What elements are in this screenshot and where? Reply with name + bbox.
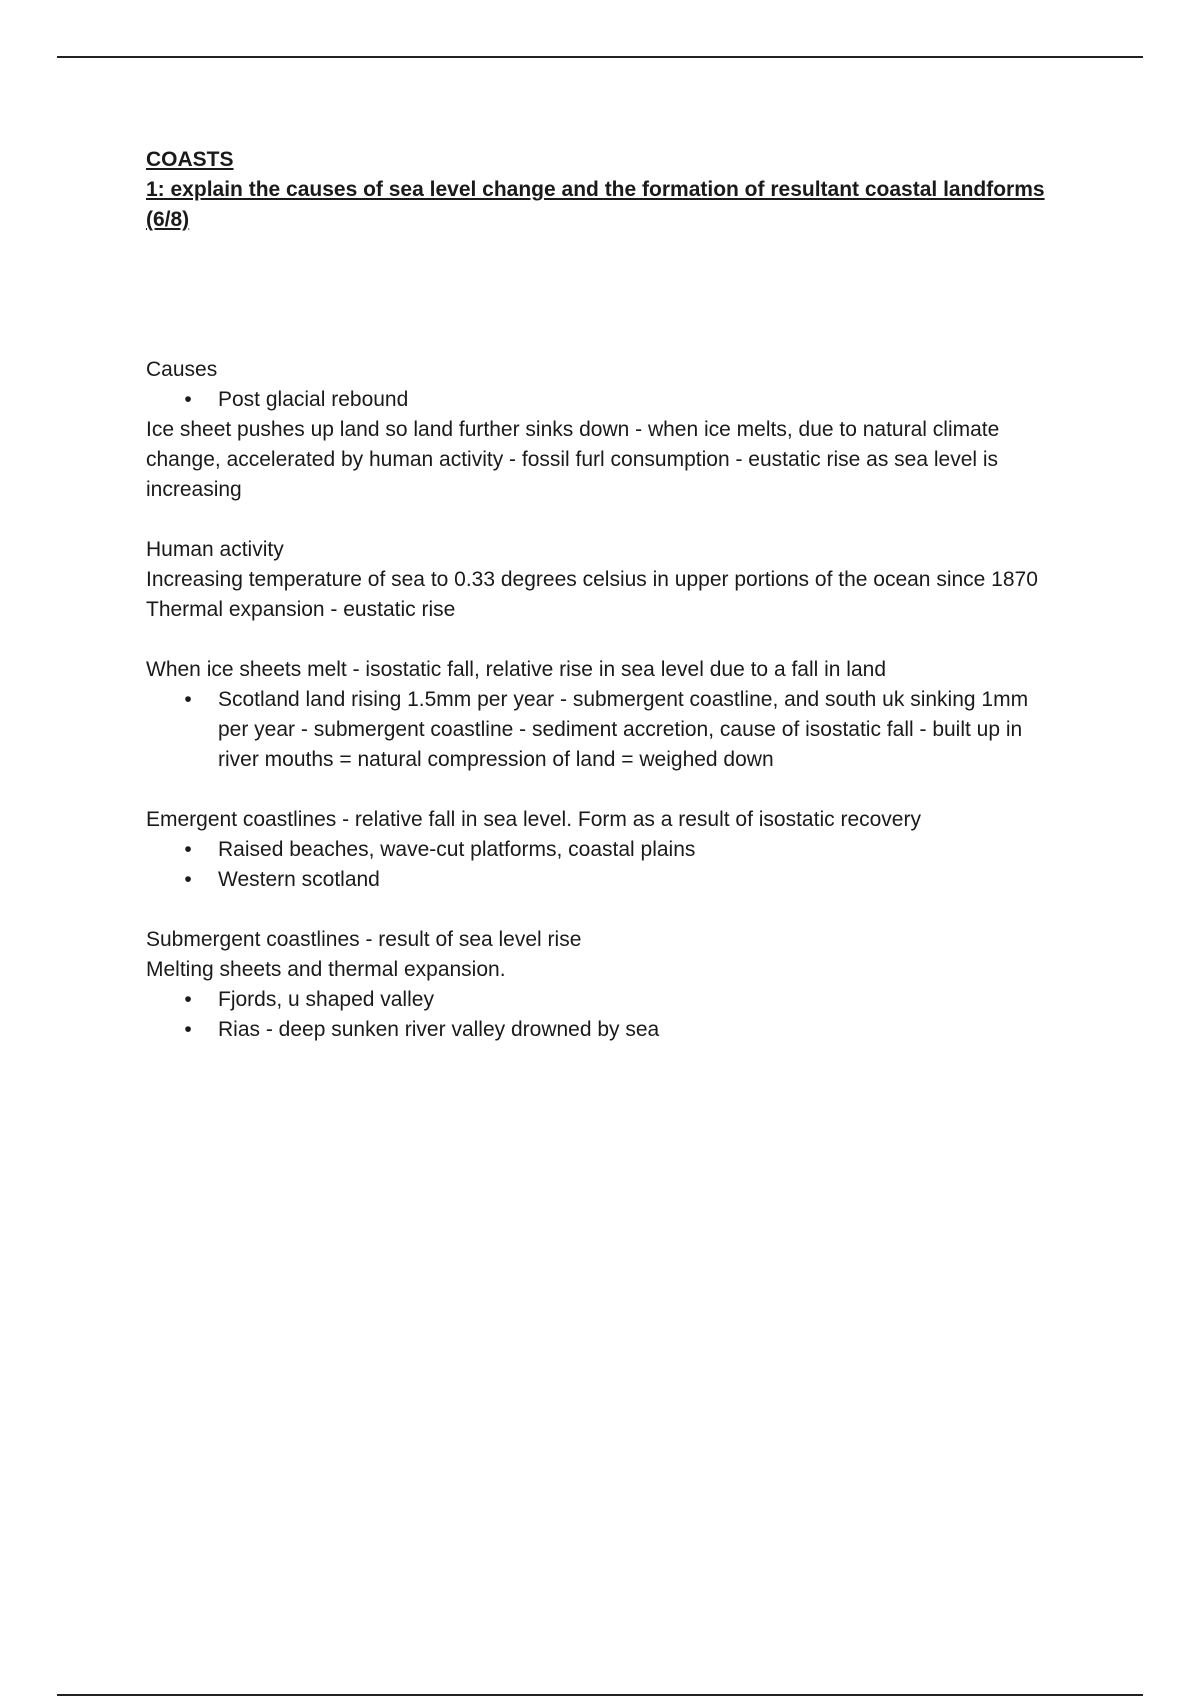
bullet-icon: •: [184, 688, 192, 711]
emergent-line: Emergent coastlines - relative fall in sea level. Form as a result of isostatic recovery: [146, 808, 921, 831]
header-rule: [57, 56, 1143, 58]
bullet-text: Post glacial rebound: [218, 388, 409, 411]
bullet-text: Western scotland: [218, 868, 380, 891]
question-heading: 1: explain the causes of sea level change and the formation of resultant coastal landforms (6/8): [146, 178, 1045, 231]
list-item: [146, 385, 1061, 415]
list-item: [146, 685, 1061, 775]
human-activity-line: Thermal expansion - eustatic rise: [146, 598, 456, 621]
human-activity-line: Increasing temperature of sea to 0.33 degrees celsius in upper portions of the ocean since 1870: [146, 568, 1038, 591]
ice-melt-bullet-list: [146, 685, 1061, 775]
causes-bullet-list: [146, 385, 1061, 415]
footer-rule: [57, 1694, 1143, 1696]
bullet-icon: •: [184, 988, 192, 1011]
bullet-text: Fjords, u shaped valley: [218, 988, 434, 1011]
causes-heading: Causes: [146, 358, 218, 381]
emergent-bullet-list: [146, 835, 1061, 895]
list-item: [146, 865, 1061, 895]
bullet-icon: •: [184, 1018, 192, 1041]
bullet-text: Rias - deep sunken river valley drowned by sea: [218, 1018, 660, 1041]
bullet-icon: •: [184, 838, 192, 861]
submergent-line: Submergent coastlines - result of sea level rise: [146, 928, 582, 951]
list-item: [146, 1015, 1061, 1045]
human-activity-heading: Human activity: [146, 538, 284, 561]
bullet-icon: •: [184, 868, 192, 891]
bullet-text: Scotland land rising 1.5mm per year - submergent coastline, and south uk sinking 1mm per year - submergent coastline - sediment accretion, cause of isostatic fall - built up in river mouths = natural compression of land = weighed down: [218, 688, 1029, 771]
submergent-line: Melting sheets and thermal expansion.: [146, 958, 506, 981]
bullet-icon: •: [184, 388, 192, 411]
submergent-bullet-list: [146, 985, 1061, 1045]
document-body: [146, 145, 1061, 1045]
causes-paragraph: Ice sheet pushes up land so land further sinks down - when ice melts, due to natural climate change, accelerated by human activity - fossil furl consumption - eustatic rise as sea level is increasing: [146, 418, 1000, 501]
ice-melt-line: When ice sheets melt - isostatic fall, relative rise in sea level due to a fall in land: [146, 658, 887, 681]
list-item: [146, 985, 1061, 1015]
document-title: COASTS: [146, 148, 234, 171]
list-item: [146, 835, 1061, 865]
bullet-text: Raised beaches, wave-cut platforms, coastal plains: [218, 838, 696, 861]
